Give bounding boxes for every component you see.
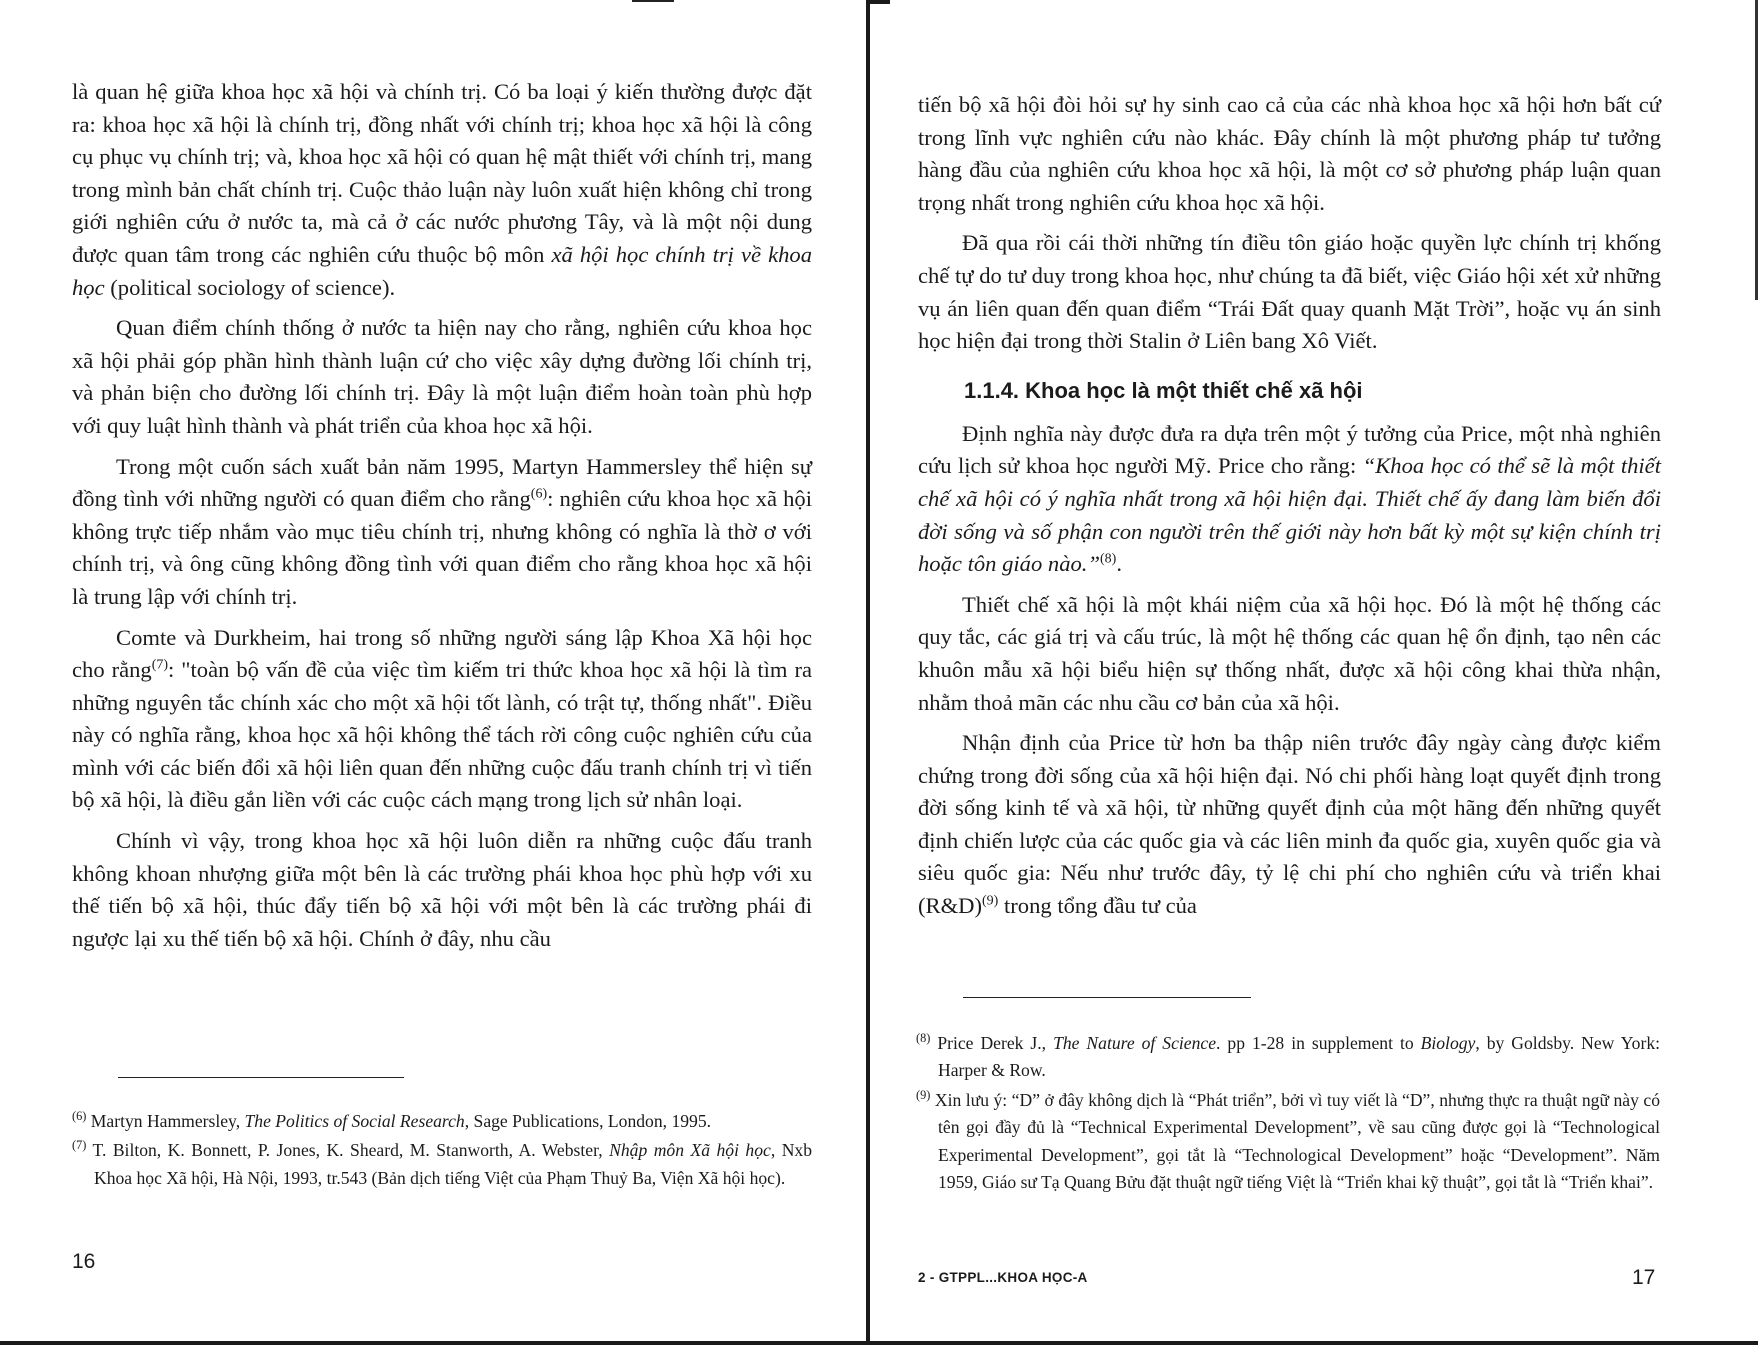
footnote-title: Nhập môn Xã hội học <box>609 1140 771 1161</box>
paragraph: tiến bộ xã hội đòi hỏi sự hy sinh cao cả của các nhà khoa học xã hội hơn bất cứ trong lĩnh vực nghiên cứu nào khác. Đây chính là một phương pháp tư tưởng hàng đầu của nghiên cứu khoa học xã hội, là một cơ sở phương pháp luận quan trọng nhất trong nghiên cứu khoa học xã hội. <box>918 92 1661 215</box>
left-page <box>0 0 866 1345</box>
page-number: 17 <box>1632 1266 1656 1289</box>
footnote-text: , by Goldsby. New York: Harper & Row. <box>938 1033 1661 1081</box>
footnote-title: Biology <box>1420 1033 1476 1053</box>
paragraph-text: trong tổng đầu tư của <box>1004 893 1197 919</box>
right-footnotes <box>916 1030 1660 1198</box>
paragraph: Thiết chế xã hội là một khái niệm của xã hội học. Đó là một hệ thống các quy tắc, các giá trị và cấu trúc, là một hệ thống các quan hệ ổn định, tạo nên các khuôn mẫu xã hội biểu hiện sự thống nhất, được xã hội công khai thừa nhận, nhằm thoả mãn các nhu cầu cơ bản của xã hội. <box>918 591 1661 715</box>
paragraph: Định nghĩa này được đưa ra dựa trên một ý tưởng của Price, một nhà nghiên cứu lịch sử khoa học người Mỹ. Price cho rằng: “Khoa học có thể sẽ là một thiết chế xã hội có ý nghĩa nhất trong xã hội hiện đại. Thiết chế ấy đang làm biến đổi đời sống và số phận con người trên thế giới này hơn bất kỳ một sự kiện chính trị hoặc tôn giáo nào.”$^{(8)}$. <box>918 420 1661 577</box>
paragraph-text: Nhận định của Price từ hơn ba thập niên trước đây ngày càng được kiểm chứng trong đời sống của xã hội hiện đại. Nó chi phối hàng loạt quyết định trong đời sống kinh tế và xã hội, từ những quyết định của một hãng đến những quyết định chiến lược của các quốc gia và các liên minh đa quốc gia, xuyên quốc gia và siêu quốc gia: Nếu như trước đây, tỷ lệ chi phí cho nghiên cứu và triển khai (R&D) <box>918 730 1661 919</box>
footnote <box>916 1030 1660 1085</box>
footnote-separator <box>963 997 1251 998</box>
right-page-body <box>918 89 1661 931</box>
paragraph-text: : nghiên cứu khoa học xã hội không trực tiếp nhắm vào mục tiêu chính trị, nhưng không có nghĩa là thờ ơ với chính trị, và ông cũng không đồng tình với quan điểm cho rằng khoa học xã hội là trung lập với chính trị. <box>72 486 813 609</box>
footnote <box>72 1108 812 1135</box>
paragraph: Quan điểm chính thống ở nước ta hiện nay cho rằng, nghiên cứu khoa học xã hội phải góp phần hình thành luận cứ cho việc xây dựng đường lối chính trị, và phản biện cho đường lối chính trị. Đây là một luận điểm hoàn toàn phù hợp với quy luật hình thành và phát triển của khoa học xã hội. <box>72 315 812 438</box>
footnote-text: . pp 1-28 in supplement to <box>1216 1033 1421 1053</box>
footnote-text: , Nxb Khoa học Xã hội, Hà Nội, 1993, tr.543 (Bản dịch tiếng Việt của Phạm Thuỷ Ba, Viện Xã hội học). <box>94 1140 812 1188</box>
footnote-title: The Nature of Science <box>1053 1033 1217 1053</box>
running-footer: 2 - GTPPL...KHOA HỌC-A <box>918 1270 1088 1285</box>
footnote-mark: (6) <box>72 1109 87 1124</box>
paragraph <box>918 727 1661 923</box>
page-number: 16 <box>72 1250 96 1273</box>
footnote-separator <box>118 1077 404 1078</box>
paragraph <box>72 622 812 818</box>
paragraph-text: Trong một cuốn sách xuất bản năm 1995, Martyn Hammersley thể hiện sự đồng tình với những người có quan điểm cho rằng <box>72 453 812 512</box>
footnote-ref: (7) <box>151 657 169 673</box>
footnote <box>916 1087 1660 1197</box>
footnote-ref: (9) <box>982 893 999 909</box>
footnote-title: The Politics of Social Research <box>244 1111 465 1131</box>
paragraph-text: Định nghĩa này được đưa ra dựa trên một ý tưởng của Price, một nhà nghiên cứu lịch sử khoa học người Mỹ. Price cho rằng: <box>918 420 1661 479</box>
italic-term: xã hội học chính trị về khoa học <box>72 241 813 300</box>
paragraph-text: : "toàn bộ vấn đề của việc tìm kiếm tri thức khoa học xã hội là tìm ra những nguyên tắc chính xác cho một xã hội tốt lành, có trật tự, thống nhất". Điều này có nghĩa rằng, khoa học xã hội không thể tách rời công cuộc nghiên cứu của mình với các biến đổi xã hội liên quan đến những cuộc đấu tranh chính trị vì tiến bộ xã hội, là điều gắn liền với các cuộc cách mạng trong lịch sử nhân loại. <box>72 657 812 813</box>
paragraph-text: là quan hệ giữa khoa học xã hội và chính trị. Có ba loại ý kiến thường được đặt ra: khoa học xã hội là chính trị, đồng nhất với chính trị; khoa học xã hội là công cụ phục vụ chính trị; và, khoa học xã hội có quan hệ mật thiết với chính trị, mang trong mình bản chất chính trị. Cuộc thảo luận này luôn xuất hiện không chỉ trong giới nghiên cứu ở nước ta, mà cả ở các nước phương Tây, và là một nội dung được quan tâm trong các nghiên cứu thuộc bộ môn <box>72 79 812 267</box>
footnote-text: T. Bilton, K. Bonnett, P. Jones, K. Sheard, M. Stanworth, A. Webster, <box>92 1140 610 1161</box>
footnote-mark: (7) <box>72 1138 87 1153</box>
footnote-ref: (6) <box>530 486 548 502</box>
paragraph: Đã qua rồi cái thời những tín điều tôn giáo hoặc quyền lực chính trị khống chế tự do tư duy trong khoa học, như chúng ta đã biết, việc Giáo hội xét xử những vụ án liên quan đến quan điểm “Trái Đất quay quanh Mặt Trời”, hoặc vụ án sinh học hiện đại trong thời Stalin ở Liên bang Xô Viết. <box>918 230 1661 354</box>
footnote-ref: (8) <box>1100 551 1117 567</box>
footnote-mark: (9) <box>916 1087 931 1102</box>
paragraph-text: Comte và Durkheim, hai trong số những người sáng lập Khoa Xã hội học cho rằng <box>72 624 812 683</box>
italic-quote: “Khoa học có thể sẽ là một thiết chế xã hội có ý nghĩa nhất trong xã hội hiện đại. Thiết chế ấy đang làm biến đổi đời sống và số phận con người trên thế giới này hơn bất kỳ một sự kiện chính trị hoặc tôn giáo nào.” <box>918 453 1661 577</box>
footnote-text: Price Derek J., <box>937 1033 1054 1053</box>
footnote-mark: (8) <box>916 1031 931 1046</box>
footnote-text: , Sage Publications, London, 1995. <box>464 1111 712 1131</box>
left-footnotes <box>72 1108 812 1194</box>
paragraph: Chính vì vậy, trong khoa học xã hội luôn diễn ra những cuộc đấu tranh không khoan nhượng giữa một bên là các trường phái khoa học phù hợp với xu thế tiến bộ xã hội, thúc đẩy tiến bộ xã hội với một bên là các trường phái đi ngược lại xu thế tiến bộ xã hội. Chính ở đây, nhu cầu <box>72 828 812 951</box>
footnote <box>72 1137 812 1192</box>
paragraph-text: (political sociology of science). <box>110 274 396 300</box>
right-page <box>870 0 1758 1345</box>
paragraph <box>72 451 812 614</box>
footnote-text: Martyn Hammersley, <box>90 1111 245 1131</box>
paragraph <box>72 76 812 304</box>
left-page-body <box>72 76 812 963</box>
footnote-text: Xin lưu ý: “D” ở đây không dịch là “Phát triển”, bởi vì tuy viết là “D”, nhưng thực ra thuật ngữ này có tên gọi đầy đủ là “Technical Experimental Development”, về sau cũng được gọi là “Technological Experimental Development”, gọi tắt là “Technological Development” hoặc “Development”. Năm 1959, Giáo sư Tạ Quang Bửu đặt thuật ngữ tiếng Việt là “Triển khai kỹ thuật”, gọi tắt là “Triển khai”. <box>934 1089 1660 1193</box>
section-heading: 1.1.4. Khoa học là một thiết chế xã hội <box>964 377 1363 403</box>
